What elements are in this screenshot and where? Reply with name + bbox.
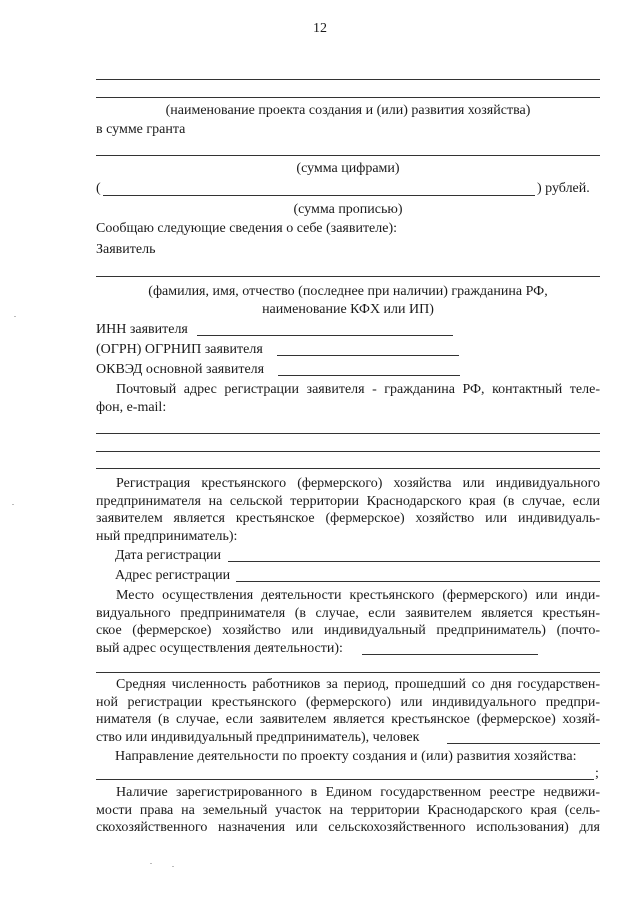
registration-paragraph [96,475,600,545]
registration-line-3: заявителем является крестьянское (фермерское) хозяйство или индивидуаль- [96,511,600,526]
activity-place-line-3: ское (фермерское) хозяйство или индивидуальный предприниматель) (почто- [96,623,600,638]
project-name-caption: (наименование проекта создания и (или) развития хозяйства) [165,103,531,118]
project-name-line-2 [96,97,600,98]
direction-label: Направление деятельности по проекту создания и (или) развития хозяйства: [115,749,577,764]
applicant-caption-line-2: наименование КФХ или ИП) [262,302,434,317]
registration-line-2: предпринимателя на сельской территории Краснодарского края (в случае, если [96,493,600,509]
applicant-label: Заявитель [96,242,156,257]
employees-line-3: нимателя (в случае, если заявителем является крестьянское (фермерское) хозяй- [96,712,600,727]
project-name-line-1 [96,79,600,80]
employees-paragraph [96,676,600,746]
rubles-suffix: ) рублей. [537,181,590,196]
activity-place-line-1: Место осуществления деятельности крестьянского (фермерского) или инди- [116,588,600,603]
postal-address-line-2: фон, e-mail: [96,399,167,415]
okved-label: ОКВЭД основной заявителя [96,362,265,377]
ogrn-field-line [277,355,459,356]
paren-open: ( [96,181,101,196]
sum-digits-line [96,155,600,156]
scan-speck [172,866,174,867]
postal-address-line-1: Почтовый адрес регистрации заявителя - гражданина РФ, контактный теле- [116,382,600,397]
activity-place-field-line [362,654,538,655]
postal-address-line-b [96,451,600,452]
applicant-line [96,276,600,277]
sum-words-caption: (сумма прописью) [293,202,403,217]
registration-address-label: Адрес регистрации [115,568,231,583]
scan-speck [12,504,14,505]
registration-address-line [236,581,600,582]
page-number: 12 [313,21,327,36]
applicant-caption-line-1: (фамилия, имя, отчество (последнее при наличии) гражданина РФ, [148,284,548,299]
employees-line-4: ство или индивидуальный предприниматель), человек [96,729,420,745]
registration-date-line [228,561,600,562]
inn-label: ИНН заявителя [96,322,188,337]
land-line-2: мости права на земельный участок на территории Краснодарского края (сель- [96,802,600,818]
inn-field-line [197,335,453,336]
direction-line [96,779,594,780]
sum-digits-caption: (сумма цифрами) [296,161,400,176]
scan-speck [150,863,152,864]
postal-address-paragraph [96,381,600,416]
info-intro: Сообщаю следующие сведения о себе (заявителе): [96,221,398,236]
postal-address-line-c [96,468,600,469]
land-line-1: Наличие зарегистрированного в Едином государственном реестре недвижи- [116,785,600,800]
grant-sum-label: в сумме гранта [96,122,186,137]
registration-line-1: Регистрация крестьянского (фермерского) хозяйства или индивидуального [116,476,600,491]
employees-line-1: Средняя численность работников за период, прошедший со дня государствен- [116,677,600,692]
activity-place-paragraph [96,587,600,657]
scan-speck [14,316,16,317]
activity-place-line-4: вый адрес осуществления деятельности): [96,640,343,656]
activity-place-line-2: видуального предпринимателя (в случае, если заявителем является крестьян- [96,605,600,621]
land-line-3: скохозяйственного назначения или сельскохозяйственного использования) для [96,820,600,835]
employees-count-line [447,743,600,744]
postal-address-line-a [96,433,600,434]
okved-field-line [278,375,460,376]
registration-date-label: Дата регистрации [115,548,222,563]
sum-words-line [103,195,535,196]
activity-place-line-extra [96,672,600,673]
registration-line-4: ный предприниматель): [96,528,238,544]
ogrn-label: (ОГРН) ОГРНИП заявителя [96,342,263,357]
employees-line-2: ной регистрации крестьянского (фермерского) или индивидуального предпри- [96,694,600,710]
land-paragraph [96,784,600,837]
direction-semicolon: ; [595,766,599,781]
